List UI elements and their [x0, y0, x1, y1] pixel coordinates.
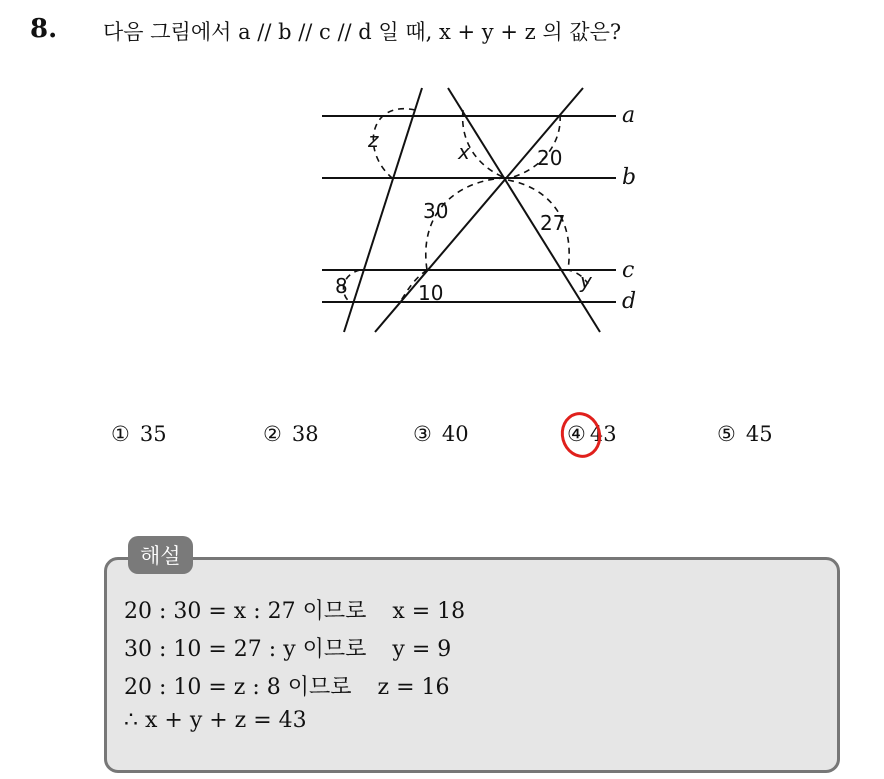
solution-equation: 30 : 10 = 27 : y 이므로	[124, 637, 367, 662]
solution-line	[124, 708, 333, 733]
solution-line	[124, 632, 451, 663]
choice-number: ③	[413, 422, 432, 446]
choice-3[interactable]	[413, 422, 469, 446]
solution-equation: 20 : 10 = z : 8 이므로	[124, 675, 352, 700]
solution-equation: 20 : 30 = x : 27 이므로	[124, 599, 367, 624]
choice-value: 45	[745, 422, 773, 446]
question-text: 다음 그림에서 a // b // c // d 일 때, x + y + z 의 값은?	[103, 20, 622, 44]
selected-answer-circle-mark	[556, 408, 607, 463]
choice-number: ⑤	[717, 422, 736, 446]
angle-y: y	[580, 269, 592, 293]
angle-27: 27	[540, 211, 566, 235]
solution-equation: ∴ x + y + z = 43	[124, 708, 307, 733]
choice-number: ④	[567, 422, 586, 446]
choice-2[interactable]	[263, 422, 319, 446]
label-b: b	[622, 165, 637, 190]
question-number: 8.	[30, 14, 58, 44]
solution-result: y = 9	[392, 637, 452, 662]
angle-8: 8	[335, 274, 348, 298]
answer-choices	[111, 422, 811, 452]
label-d: d	[622, 289, 637, 314]
parallel-lines-figure	[300, 70, 660, 350]
angle-30: 30	[423, 199, 449, 223]
solution-line	[124, 670, 450, 701]
transversal-middle	[448, 88, 600, 332]
choice-5[interactable]	[717, 422, 773, 446]
solution-result: x = 18	[392, 599, 466, 624]
solution-box	[104, 557, 840, 773]
angle-z: z	[368, 128, 379, 152]
angle-10: 10	[418, 281, 444, 305]
arc-z	[373, 109, 415, 178]
choice-4[interactable]	[567, 422, 617, 446]
angle-x: x	[458, 140, 470, 164]
angle-20: 20	[537, 146, 563, 170]
solution-tag: 해설	[128, 536, 193, 574]
arc-30	[426, 178, 505, 270]
choice-value: 35	[139, 422, 167, 446]
choice-value: 40	[441, 422, 469, 446]
transversal-right	[375, 88, 583, 332]
label-a: a	[622, 103, 636, 128]
solution-result: z = 16	[377, 675, 450, 700]
label-c: c	[622, 258, 635, 283]
choice-value: 38	[291, 422, 319, 446]
choice-number: ①	[111, 422, 130, 446]
choice-number: ②	[263, 422, 282, 446]
solution-line	[124, 594, 465, 625]
choice-value: 43	[589, 422, 617, 446]
transversal-left	[344, 88, 422, 332]
choice-1[interactable]	[111, 422, 167, 446]
